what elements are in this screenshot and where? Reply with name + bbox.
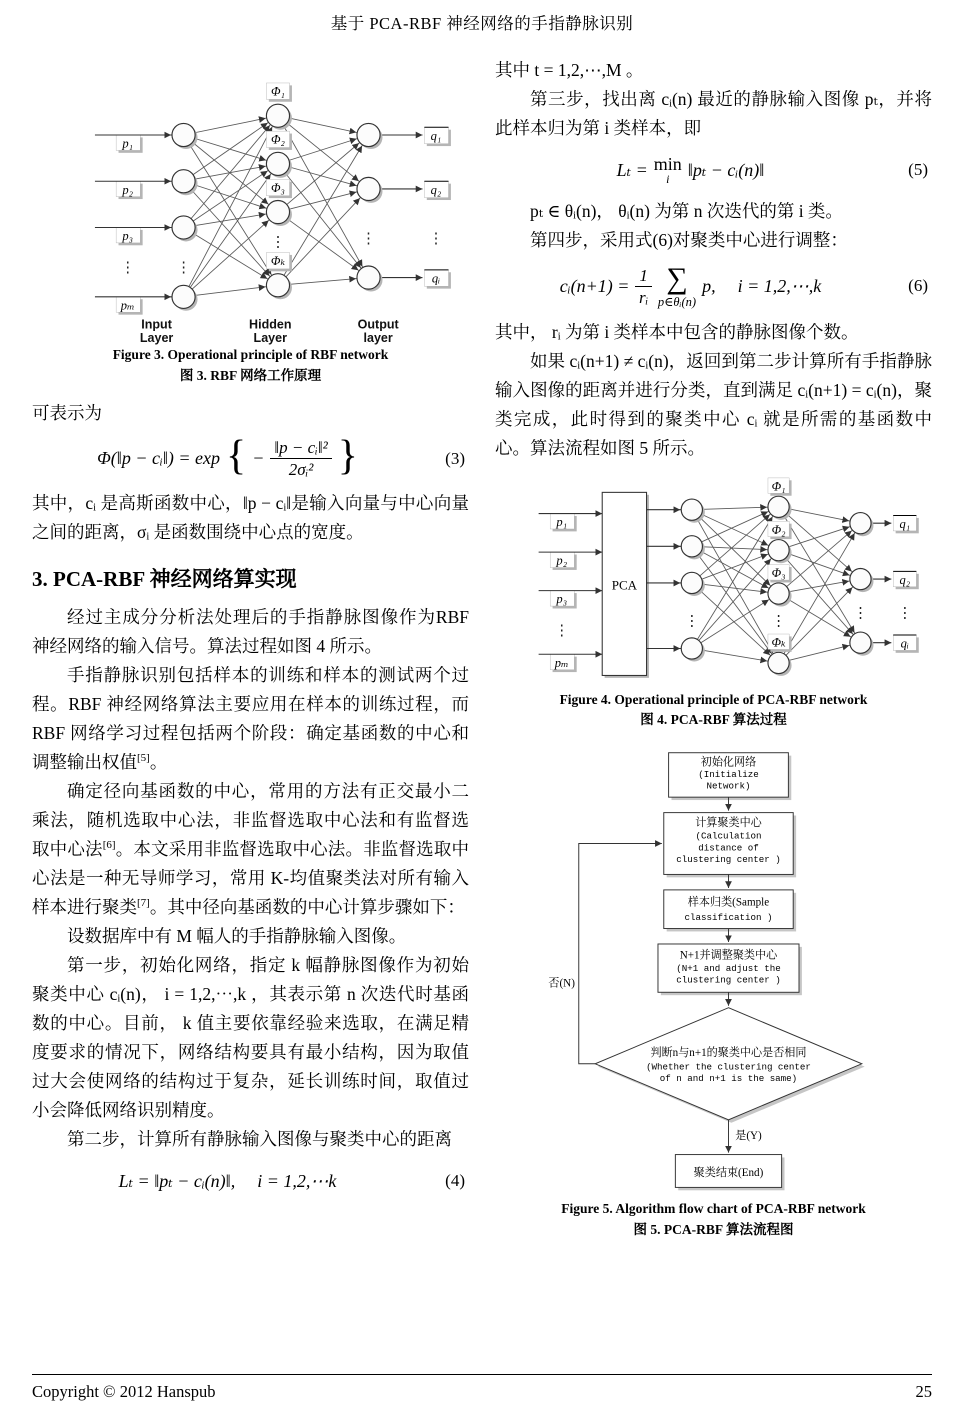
- flow-box-adjust: [657, 944, 801, 995]
- section-heading: 3. PCA-RBF 神经网络算实现: [32, 567, 297, 592]
- input-layer-label: Input: [140, 317, 172, 332]
- eq6-lhs: cᵢ(n+1) =: [559, 275, 630, 296]
- figure-5-caption-en: Figure 5. Algorithm flow chart of PCA-RBF network: [561, 1201, 866, 1217]
- flow-text: (Initialize: [697, 769, 759, 781]
- flow-box-initialize: [668, 753, 791, 800]
- paragraph-iteration: 如果 cᵢ(n+1) ≠ cᵢ(n)，返回到第二步计算所有手指静脉输入图像的距离并进行分类，直到满足 cᵢ(n+1) = cᵢ(n)，聚类完成，此时得到的聚类中心 cᵢ 就是所需的基函数中心。算法流程如图 5 所示。: [495, 350, 932, 458]
- text-segment: 。其中径向基函数的中心计算步骤如下：: [149, 897, 465, 918]
- eq6-rhs: p,: [702, 275, 716, 296]
- algorithm-flowchart: [540, 745, 888, 1199]
- input-to-hidden-connections: [183, 116, 277, 297]
- eq3-denominator: 2σᵢ²: [288, 460, 314, 480]
- paragraph-theta: pₜ ∈ θᵢ(n)， θᵢ(n) 为第 n 次迭代的第 i 类。: [530, 201, 843, 221]
- figure-4-caption-zh: 图 4. PCA-RBF 算法过程: [640, 712, 787, 728]
- input-label-p1: p₁: [121, 136, 133, 151]
- pca-label: PCA: [611, 577, 637, 593]
- hidden-label-phik: Φₖ: [270, 254, 285, 269]
- flow-text: distance of: [697, 842, 759, 854]
- eq6-numerator: 1: [635, 265, 652, 287]
- eq5-min-operator: [654, 155, 682, 185]
- hidden-label-phi2: Φ₂: [270, 132, 285, 147]
- eq3-left-brace: {: [226, 432, 247, 479]
- equation-3: [32, 432, 469, 481]
- output-label-qi: qᵢ: [900, 636, 909, 651]
- input-wires: [538, 513, 602, 654]
- flow-text: N+1并调整聚类中心: [679, 949, 777, 962]
- hidden-label-phik: Φₖ: [771, 635, 786, 650]
- eq3-number: (3): [445, 448, 465, 468]
- input-wires: [94, 135, 183, 297]
- figure-4: [495, 473, 932, 732]
- equation-4: [32, 1163, 469, 1199]
- flow-text: clustering center ): [675, 854, 781, 866]
- figure-4-caption: [495, 690, 932, 732]
- hidden-label-phi1: Φ₁: [771, 478, 786, 493]
- vdots-icon: ⋮: [852, 605, 868, 622]
- eq4-body: Lₜ = ‖pₜ − cᵢ(n)‖,: [118, 1170, 236, 1191]
- right-column: [495, 56, 932, 1241]
- eq3-minus: −: [252, 448, 265, 469]
- eq3-lhs: Φ(‖p − cᵢ‖) = exp: [97, 448, 221, 469]
- citation-7: [7]: [137, 897, 150, 910]
- paragraph-where-t: 其中 t = 1,2,⋯,M 。: [495, 60, 644, 80]
- output-wires: [368, 135, 422, 278]
- output-layer-label: Output: [357, 317, 399, 332]
- layer-labels: [139, 318, 399, 345]
- flow-text: (Calculation: [695, 831, 761, 843]
- hidden-label-phi3: Φ₃: [270, 180, 285, 195]
- eq3-fraction: [270, 437, 331, 481]
- vdots-icon: ⋮: [770, 612, 786, 629]
- flow-decision-diamond: [595, 1008, 865, 1123]
- input-node-labels: [119, 137, 134, 313]
- eq5-min: min: [653, 154, 682, 174]
- copyright-text: Copyright © 2012 Hanspub: [32, 1382, 216, 1401]
- figure-5: [495, 745, 932, 1241]
- flow-text: clustering center ): [675, 974, 781, 986]
- flow-text: 初始化网络: [700, 756, 756, 769]
- flow-text: (N+1 and adjust the: [675, 963, 781, 975]
- citation-6: [6]: [102, 839, 116, 852]
- text-segment: 确定径向基函数的中心，常用的方法有正交最小二乘法，随机选取中心法，非监督选取中心法和有监督选取中心法: [32, 781, 469, 860]
- text-segment: 手指静脉识别包括样本的训练和样本的测试两个过程。RBF 神经网络算法主要应用在样本的训练过程，而 RBF 网络学习过程包括两个阶段：确定基函数的中心和调整输出权值: [32, 665, 469, 773]
- output-node-labels: [424, 127, 450, 288]
- eq5-min-sub: i: [666, 172, 670, 186]
- eq6-fraction: [635, 265, 652, 309]
- figure-3-caption-zh: 图 3. RBF 网络工作原理: [179, 367, 322, 383]
- vdots-icon: ⋮: [554, 622, 569, 639]
- hidden-label-phi2: Φ₂: [771, 522, 786, 537]
- input-label-p1: p₁: [555, 514, 567, 529]
- flow-text: classification ): [684, 912, 772, 924]
- output-label-q1: q₁: [898, 516, 910, 531]
- figure-3-caption: [32, 345, 469, 387]
- running-header: [0, 0, 964, 34]
- hidden-label-phi3: Φ₃: [771, 565, 786, 580]
- eq6-sigma: ∑: [666, 262, 688, 295]
- citation-5: [5]: [137, 752, 150, 765]
- figure-3: [32, 56, 469, 387]
- output-layer-label: layer: [363, 331, 393, 345]
- flow-yes-label: 是(Y): [734, 1130, 762, 1143]
- rbf-network-diagram: [39, 56, 463, 345]
- output-layer-nodes: [849, 512, 873, 655]
- paragraph-where-ri: 其中， rᵢ 为第 i 类样本中包含的静脉图像个数。: [495, 321, 859, 342]
- vdots-icon: ⋮: [897, 605, 912, 622]
- output-label-q1: q₁: [430, 128, 441, 143]
- hidden-label-phi1: Φ₁: [270, 84, 285, 99]
- two-column-body: [0, 34, 964, 1241]
- vdots-icon: ⋮: [428, 230, 443, 247]
- eq4-number: (4): [445, 1171, 465, 1191]
- vdots-icon: ⋮: [684, 612, 699, 629]
- input-label-p3: p₃: [121, 228, 133, 243]
- flow-text: 计算聚类中心: [694, 817, 762, 830]
- flow-text: 判断n与n+1的聚类中心是否相同: [649, 1047, 807, 1060]
- eq3-numerator: ‖p − cᵢ‖²: [270, 437, 331, 459]
- input-node-labels: [553, 515, 568, 670]
- eq4-condition: i = 1,2,⋯k: [257, 1170, 337, 1191]
- figure-4-caption-en: Figure 4. Operational principle of PCA-RBF network: [559, 691, 868, 707]
- vdots-icon: ⋮: [360, 230, 376, 247]
- input-label-pm: pₘ: [554, 655, 569, 670]
- figure-5-caption-zh: 图 5. PCA-RBF 算法流程图: [633, 1222, 794, 1238]
- equation-5: [495, 152, 932, 188]
- input-label-boxes: [116, 135, 142, 315]
- vdots-icon: ⋮: [270, 234, 285, 251]
- hidden-layer-label: Hidden: [248, 317, 291, 332]
- paragraph-intro: 可表示为: [32, 402, 102, 423]
- layer1-to-hidden-connections: [691, 506, 778, 662]
- flow-box-calculate: [663, 813, 795, 878]
- eq6-condition: i = 1,2,⋯,k: [737, 275, 822, 296]
- vdots-icon: ⋮: [119, 259, 135, 276]
- paragraph-where-eq3: 其中，cᵢ 是高斯函数中心，‖p − cᵢ‖是输入向量与中心向量之间的距离，σᵢ 是函数围绕中心点的宽度。: [32, 493, 469, 543]
- flow-no-loop: [578, 844, 661, 1064]
- eq6-number: (6): [908, 276, 928, 296]
- page-number: 25: [915, 1382, 932, 1401]
- text-segment: 。本文采用非监督选取中心法。非监督选取中心法是一种无导师学习，常用 K-均值聚类法对所有输入样本进行聚类: [32, 839, 470, 918]
- flow-box-end: [675, 1155, 784, 1191]
- eq6-sigma-sub: p∈θᵢ(n): [657, 295, 697, 309]
- paragraph-step2: 第二步，计算所有静脉输入图像与聚类中心的距离: [67, 1129, 452, 1150]
- flow-text: (Whether the clustering center: [645, 1061, 811, 1073]
- output-label-qi: qᵢ: [431, 271, 440, 286]
- input-label-pm: pₘ: [120, 298, 135, 313]
- flow-text: 样本归类(Sample: [687, 896, 769, 909]
- input-label-p2: p₂: [121, 182, 133, 197]
- paragraph-pca-input: 经过主成分分析法处理后的手指静脉图像作为RBF 神经网络的输入信号。算法过程如图 4 所示。: [32, 607, 469, 657]
- flow-text: of n and n+1 is the same): [659, 1073, 797, 1085]
- eq5-rhs: ‖pₜ − cᵢ(n)‖: [687, 159, 765, 180]
- figure-5-caption: [495, 1199, 932, 1241]
- running-title: 基于 PCA-RBF 神经网络的手指静脉识别: [330, 14, 634, 33]
- input-label-p2: p₂: [555, 553, 567, 568]
- input-layer-label: Layer: [139, 331, 173, 345]
- figure-3-caption-en: Figure 3. Operational principle of RBF network: [112, 347, 389, 362]
- eq6-sum-operator: [658, 264, 696, 309]
- pca-box: [602, 492, 649, 678]
- vdots-icon: ⋮: [175, 259, 191, 276]
- left-column: [32, 56, 469, 1241]
- eq5-lhs: Lₜ =: [616, 159, 648, 180]
- flow-text: 聚类结束(End): [693, 1167, 763, 1180]
- paragraph-center-methods: [32, 777, 469, 922]
- output-label-q2: q₂: [430, 182, 441, 197]
- input-label-p3: p₃: [555, 591, 567, 606]
- paragraph-train-test: [32, 661, 469, 777]
- hidden-layer-label: Layer: [253, 331, 287, 345]
- output-node-labels: [893, 515, 919, 652]
- eq3-right-brace: }: [337, 432, 358, 479]
- page-footer: [32, 1374, 932, 1402]
- equation-6: [495, 264, 932, 309]
- flow-no-label: 否(N): [547, 977, 575, 990]
- paragraph-step1: 第一步，初始化网络，指定 k 幅静脉图像作为初始聚类中心 cᵢ(n)， i = 1,2,⋯,k ，其表示第 n 次迭代时基函数的中心。目前， k 值主要依靠经验来选取，在满足精度要求的情况下，网络结构要具有最小结构，因为取值过大会使网络的结构过于复杂，延长训练时间，取值过小会降低网络识别精度。: [32, 955, 469, 1121]
- eq5-number: (5): [908, 160, 928, 179]
- paragraph-step4: 第四步，采用式(6)对聚类中心进行调整：: [530, 230, 848, 250]
- paragraph-database: 设数据库中有 M 幅人的手指静脉输入图像。: [67, 926, 407, 947]
- flow-box-classify: [663, 890, 795, 932]
- paragraph-step3: 第三步，找出离 cᵢ(n) 最近的静脉输入图像 pₜ，并将此样本归为第 i 类样本，即: [495, 89, 932, 138]
- text-segment: 。: [149, 752, 168, 773]
- output-label-q2: q₂: [898, 572, 910, 587]
- flow-text: Network): [706, 780, 750, 792]
- pca-rbf-network-diagram: [502, 473, 926, 690]
- eq6-denominator: rᵢ: [638, 287, 649, 307]
